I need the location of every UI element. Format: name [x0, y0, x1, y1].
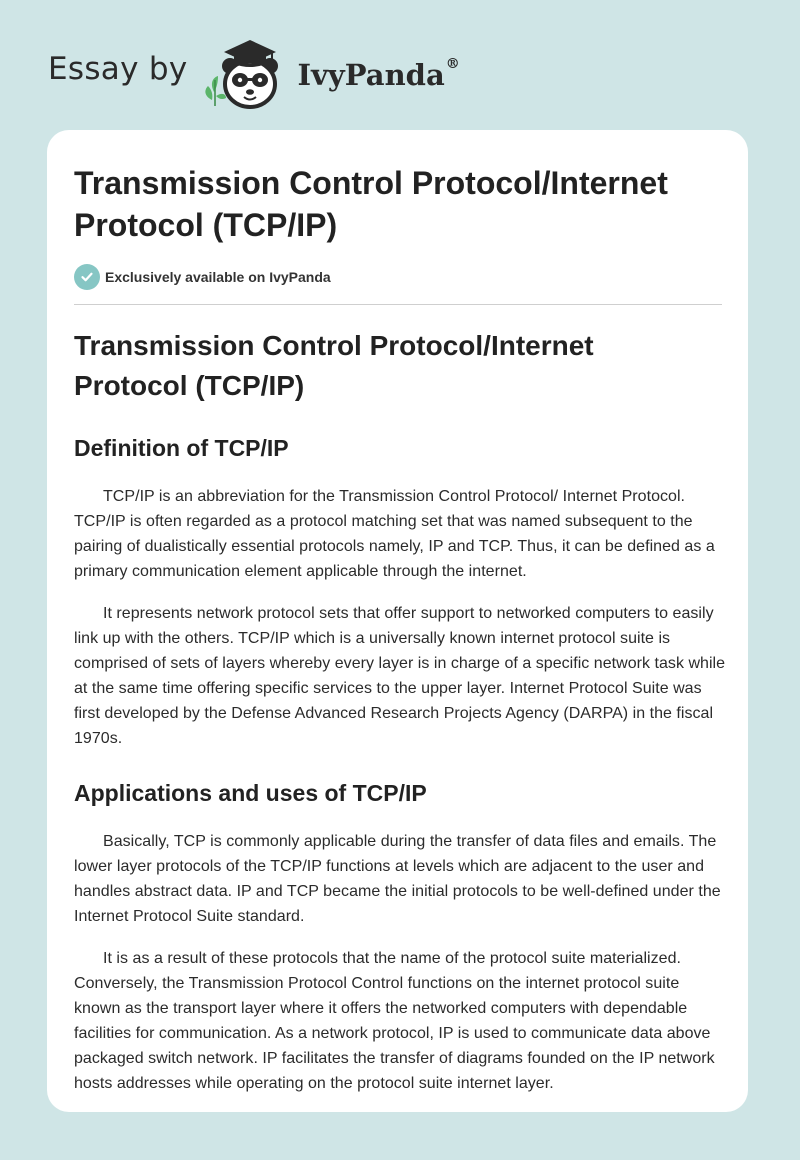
- paragraph: TCP/IP is an abbreviation for the Transmission Control Protocol/ Internet Protocol. TCP/IP is often regarded as a protocol matching set that was named subsequent to the pairing of dualistically essential protocols namely, IP and TCP. Thus, it can be defined as a primary communication element applicable through the internet.: [74, 488, 715, 580]
- registered-mark: ®: [445, 56, 460, 72]
- page-title: Transmission Control Protocol/Internet Protocol (TCP/IP): [74, 165, 668, 243]
- section-heading-applications: Applications and uses of TCP/IP: [74, 780, 427, 806]
- article-title: Transmission Control Protocol/Internet Protocol (TCP/IP): [74, 330, 594, 401]
- paragraph: Basically, TCP is commonly applicable during the transfer of data files and emails. The lower layer protocols of the TCP/IP functions at levels which are adjacent to the user and handles abstract data. IP and TCP became the initial protocols to be well-defined under the Internet Protocol Suite standard.: [74, 833, 721, 925]
- paragraph: It is as a result of these protocols that the name of the protocol suite materialized. Conversely, the Transmission Protocol Control functions on the internet protocol suite known as the transport layer where it offers the networked computers with dependable facilities for communication. As a network protocol, IP is used to communicate data above packaged switch network. IP facilitates the transfer of diagrams founded on the IP network hosts addresses while operating on the protocol suite internet layer.: [74, 950, 715, 1092]
- brand-name-text: IvyPanda: [297, 58, 445, 92]
- essay-by-label: Essay by: [48, 51, 188, 87]
- badge-text: Exclusively available on IvyPanda: [105, 269, 331, 285]
- paragraph: It represents network protocol sets that offer support to networked computers to easily link up with the others. TCP/IP which is a universally known internet protocol suite is comprised of sets of layers whereby every layer is in charge of a specific network task while at the same time offering specific services to the upper layer. Internet Protocol Suite was first developed by the Defense Advanced Research Projects Agency (DARPA) in the fiscal 1970s.: [74, 605, 726, 747]
- site-header: [48, 34, 460, 114]
- exclusive-badge: [74, 264, 721, 290]
- panda-logo-icon[interactable]: [202, 34, 290, 114]
- essay-card: [47, 130, 748, 1112]
- check-circle-icon: [74, 264, 100, 290]
- section-heading-definition: Definition of TCP/IP: [74, 435, 289, 461]
- brand-name[interactable]: [298, 58, 460, 92]
- divider: [74, 304, 722, 305]
